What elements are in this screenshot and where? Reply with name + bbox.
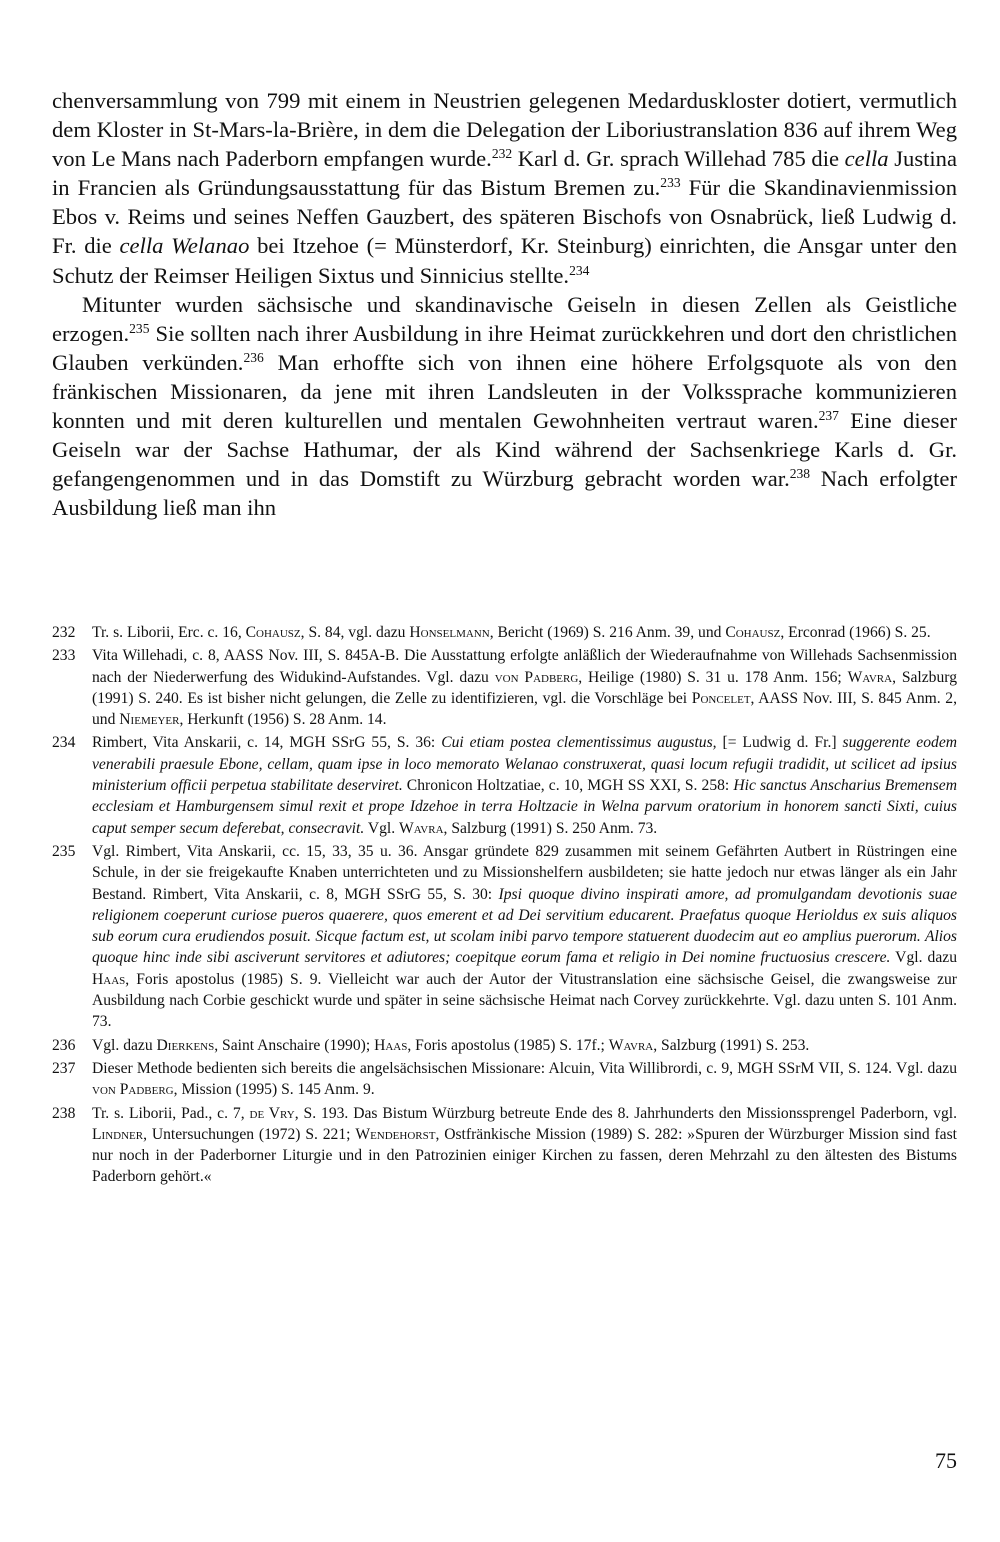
author-name: Cohausz	[245, 624, 301, 641]
author-name: Wavra	[608, 1036, 654, 1054]
author-name: Niemeyer	[119, 711, 180, 729]
footnote-ref: 237	[818, 407, 839, 423]
italic-text: cella	[844, 146, 889, 172]
author-name: Wendehorst	[355, 1125, 436, 1143]
text-run: Vgl. dazu	[92, 1036, 157, 1054]
author-name: Cohausz	[725, 624, 781, 641]
footnote-text	[92, 1060, 957, 1098]
text-run: chenversammlung von 799 mit einem in Neustrien gelegenen Medarduskloster dotiert, vermutlich dem Kloster in St-Mars-la-Brière, in dem die Delegation der Liboriustranslation 836 auf ihrem Weg von Le Mans nach Paderborn empfangen wurde.	[52, 88, 957, 172]
footnote-number: 234	[52, 734, 76, 752]
footnote-text	[92, 843, 957, 1030]
footnote-ref: 238	[789, 466, 811, 482]
footnote	[52, 1058, 957, 1101]
footnote-number: 237	[52, 1059, 76, 1077]
text-run: , Mission (1995) S. 145 Anm. 9.	[173, 1081, 375, 1099]
text-run: , Salzburg (1991) S. 240. Es ist bisher nicht gelungen, die Zelle zu identifizieren, vgl. die Vorschläge bei	[92, 668, 957, 707]
author-name: von Padberg	[494, 668, 579, 686]
text-run: , Foris apostolus (1985) S. 9. Vielleicht war auch der Autor der Vitustranslation eine sächsische Geisel, die zwangsweise zur Ausbildung nach Corbie geschickt wurde und später in seine sächsische Heimat nach Corvey zurückkehrte. Vgl. dazu unten S. 101 Anm. 73.	[92, 970, 957, 1031]
paragraph	[52, 86, 957, 290]
italic-text: Cui etiam postea clementissimus augustus,	[441, 734, 717, 752]
author-name: Dierkens	[156, 1036, 215, 1054]
text-run: , Salzburg (1991) S. 253.	[653, 1036, 810, 1054]
text-run: , S. 193. Das Bistum Würzburg betreute Ende des 8. Jahrhunderts den Missionssprengel Paderborn, vgl.	[294, 1104, 958, 1122]
text-run: Nach erfolgter Ausbildung ließ man ihn	[52, 466, 957, 521]
footnote-number: 236	[52, 1036, 76, 1054]
text-run: Man erhoffte sich von ihnen eine höhere Erfolgsquote als von den fränkischen Missionaren, da jene mit ihren Landsleuten in der Volkssprache kommunizieren konnten und mit deren kulturellen und mentalen Gewohnheiten vertraut waren.	[52, 349, 957, 434]
text-run: Karl d. Gr. sprach Willehad 785 die	[512, 146, 845, 172]
paragraph	[52, 290, 957, 523]
author-name: Poncelet	[691, 689, 751, 707]
italic-text: suggerente eodem venerabili praesule Ebone, cellam, quam ipse in loco memorato Welanao construxerat, quasi locum refugii tradidit, ut scilicet ad ipsius ministerium officii perpetua stabilitate deserviret.	[92, 734, 958, 795]
footnote	[52, 645, 957, 730]
text-run: , Bericht (1969) S. 216 Anm. 39, und	[489, 624, 726, 641]
main-text	[52, 86, 957, 522]
footnote-ref: 234	[569, 262, 590, 278]
text-run: , Foris apostolus (1985) S. 17f.;	[407, 1036, 609, 1054]
page-number: 75	[935, 1448, 957, 1473]
author-name: Haas	[92, 970, 126, 988]
footnote	[52, 841, 957, 1033]
footnote-text	[92, 734, 957, 836]
text-run: Vgl. Rimbert, Vita Anskarii, cc. 15, 33, 35 u. 36. Ansgar gründete 829 zusammen mit seinem Gefährten Autbert in Rüstringen eine Schule, in der sie freigekaufte Knaben unterrichteten und zu Missionshelfern ausbildeten; sie hatte jedoch nur etwas länger als ein Jahr Bestand. Rimbert, Vita Anskarii, c. 8, MGH SSrG 55, S. 30:	[92, 842, 957, 903]
text-run: , Untersuchungen (1972) S. 221;	[143, 1125, 356, 1143]
author-name: von Padberg	[92, 1081, 174, 1099]
footnote-number: 233	[52, 647, 76, 665]
footnote-text	[92, 647, 957, 728]
footnote-ref: 236	[243, 349, 264, 365]
text-run: Sie sollten nach ihrer Ausbildung in ihre Heimat zurückkehren und dort den christlichen Glauben verkünden.	[52, 320, 957, 375]
italic-text: cella Welanao	[119, 233, 250, 259]
italic-text: Hic sanctus Anscharius Bremensem ecclesiam et Hamburgensem simul rexit et prope Idzehoe in terra Holtzacie in Welna parvum oratorium in honorem sancti Sixti, cuius caput semper secum deferebat, consecravit.	[92, 777, 957, 837]
footnote	[52, 622, 957, 643]
author-name: de Vry	[249, 1104, 295, 1122]
author-name: Wavra	[847, 668, 893, 686]
footnote-text	[92, 1105, 957, 1186]
author-name: Haas	[374, 1036, 408, 1054]
text-run: Vita Willehadi, c. 8, AASS Nov. III, S. 845A-B. Die Ausstattung erfolgte anläßlich der Wiederaufnahme von Willehads Sachsenmission nach der Niederwerfung des Widukind-Aufstandes. Vgl. dazu	[92, 647, 957, 686]
text-run: Dieser Methode bedienten sich bereits die angelsächsischen Missionare: Alcuin, Vita Willibrordi, c. 9, MGH SSrM VII, S. 124. Vgl. dazu	[92, 1059, 957, 1077]
footnote-number: 232	[52, 624, 76, 641]
text-run: Eine dieser Geiseln war der Sachse Hathumar, der als Kind während der Sachsenkriege Karls d. Gr. gefangengenommen und in das Domstift zu Würzburg gebracht worden war.	[52, 408, 957, 492]
author-name: Lindner	[92, 1125, 144, 1143]
text-run: , Heilige (1980) S. 31 u. 178 Anm. 156;	[578, 668, 848, 686]
text-run: Rimbert, Vita Anskarii, c. 14, MGH SSrG 55, S. 36:	[92, 734, 442, 752]
text-run: Vgl.	[364, 819, 400, 837]
book-page	[52, 0, 957, 1542]
footnote-text	[92, 624, 931, 641]
footnote	[52, 1103, 957, 1188]
text-run: , S. 84, vgl. dazu	[300, 624, 410, 641]
footnote	[52, 1035, 957, 1056]
text-run: , Saint Anschaire (1990);	[214, 1036, 375, 1054]
text-run: Tr. s. Liborii, Pad., c. 7,	[92, 1104, 250, 1122]
text-run: Mitunter wurden sächsische und skandinavische Geiseln in diesen Zellen als Geistliche erzogen.	[52, 291, 957, 346]
text-run: Justina in Francien als Gründungsausstattung für das Bistum Bremen zu.	[52, 146, 957, 201]
footnote-ref: 232	[491, 146, 513, 162]
text-run: , Herkunft (1956) S. 28 Anm. 14.	[179, 711, 387, 729]
author-name: Wavra	[399, 819, 444, 837]
footnote-text	[92, 1037, 809, 1054]
footnote-ref: 235	[129, 320, 150, 336]
text-run: , AASS Nov. III, S. 845 Anm. 2, und	[92, 689, 958, 729]
footnote-number: 235	[52, 842, 76, 860]
text-run: [= Ludwig d. Fr.]	[716, 734, 843, 752]
text-run: Für die Skandinavienmission Ebos v. Reims und seines Neffen Gauzbert, des späteren Bischofs von Osnabrück, ließ Ludwig d. Fr. die	[52, 175, 957, 259]
text-run: , Erconrad (1966) S. 25.	[780, 624, 931, 641]
italic-text: Ipsi quoque divino inspirati amore, ad promulgandam devotionis suae religionem coeperunt curiose pueros quaerere, quos emerent et ad Dei servitium educarent. Praefatus quoque Herioldus ex suis aliquos sub eorum cura erudiendos posuit. Sicque factum est, ut scolam inibi parvo tempore statuerent duodecim aut eo amplius puerorum. Alios quoque hinc inde sibi asciverunt servitores et adiutores; coepitque eorum fama et religio in Dei nomine fructuosius crescere.	[92, 885, 957, 967]
author-name: Honselmann	[409, 624, 490, 641]
text-run: bei Itzehoe (= Münsterdorf, Kr. Steinburg) einrichten, die Ansgar unter den Schutz der Reimser Heiligen Sixtus und Sinnicius stellte.	[52, 233, 957, 288]
text-run: , Salzburg (1991) S. 250 Anm. 73.	[443, 819, 658, 837]
text-run: Chronicon Holtzatiae, c. 10, MGH SS XXI, S. 258:	[402, 777, 734, 795]
footnote	[52, 732, 957, 838]
text-run: Tr. s. Liborii, Erc. c. 16,	[92, 624, 246, 641]
footnotes	[52, 622, 957, 1190]
text-run: Vgl. dazu	[890, 949, 957, 967]
text-run: , Ostfränkische Mission (1989) S. 282: »Spuren der Würzburger Mission sind fast nur noch in der Paderborner Liturgie und in den Patrozinien einiger Kirchen zu fassen, deren Mehrzahl zu den ältesten des Bistums Paderborn gehört.«	[92, 1125, 957, 1186]
footnote-number: 238	[52, 1104, 76, 1122]
footnote-ref: 233	[660, 175, 681, 191]
